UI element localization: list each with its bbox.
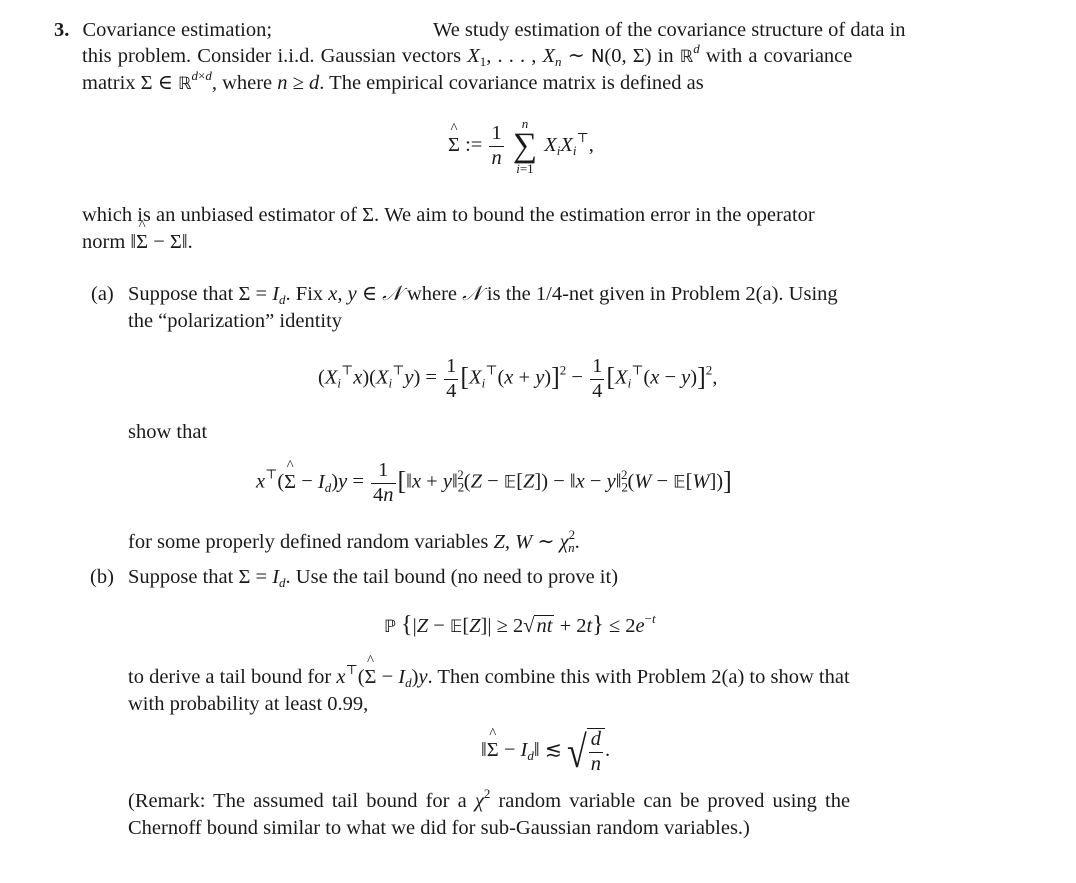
after-definition-line-2: norm ‖^ Σ − Σ‖.	[82, 232, 193, 253]
part-a-label: (a)	[91, 283, 114, 305]
part-a-show-that: show that	[128, 421, 208, 443]
after-definition-line-1: which is an unbiased estimator of Σ. We aim to bound the estimation error in the operator	[82, 204, 815, 226]
operator-norm-bound-equation: ‖^ $\Sigma - I_d‖$ ≲ √ $\frac{d}{n}$ .	[481, 728, 610, 775]
problem-title: Covariance estimation;	[82, 19, 273, 41]
problem-heading	[54, 20, 272, 41]
intro-line-3: matrix Σ ∈ ℝ$^{d\times d}$, where n ≥ d. The empirical covariance matrix is defined as	[82, 68, 704, 94]
part-b-line-1: Suppose that $\Sigma = I_d$. Use the tail bound (no need to prove it)	[128, 566, 619, 590]
remark-line-2: Chernoff bound similar to what we did for sub-Gaussian random variables.)	[128, 817, 750, 839]
empirical-covariance-equation: ^ Σ := $\frac{1}{n}$ n ∑ i=1 $X_iX_i^⊤$,	[448, 117, 594, 175]
part-a-line-2: the “polarization” identity	[128, 310, 343, 332]
part-b-label: (b)	[90, 566, 114, 588]
polarization-identity-equation: $(X_i^⊤x)(X_i^⊤y)$ = $\frac{1}{4}$ $[X_i^⊤(x + y)]^2$ − $\frac{1}{4}$ $[X_i^⊤(x - y)]^2$,	[318, 355, 718, 402]
part-b-line-2: to derive a tail bound for x⊤(^ $\Sigma - I_d)y$. Then combine this with Problem 2(a) to show that	[128, 667, 850, 688]
part-a-for-some: for some properly defined random variables Z, W ∼ $\chi^2_n$.	[128, 527, 580, 555]
part-b-line-3: with probability at least 0.99,	[128, 693, 369, 715]
part-a-line-1: Suppose that $\Sigma = I_d$. Fix x, y ∈ 𝒩 where 𝒩 is the 1/4-net given in Problem 2(a). Using	[128, 283, 838, 307]
intro-lead: We study estimation of the covariance structure of data in	[433, 19, 906, 41]
remark-line-1: (Remark: The assumed tail bound for a $\chi^2$ random variable can be proved using the	[128, 786, 851, 812]
problem-number: 3.	[54, 19, 70, 41]
bilinear-form-equation: x⊤(^ $\Sigma - I_d)y$ = $\frac{1}{4n}$ [‖x + $y‖_2^2(Z$ − 𝔼[Z]) − ‖x − $y‖_2^2(W$ − 𝔼[W])]	[256, 460, 732, 506]
tail-bound-equation: ℙ {|Z − 𝔼[Z]| ≥ $2√nt + 2t\} \le 2e^{-t}$	[384, 611, 656, 638]
intro-line-2: this problem. Consider i.i.d. Gaussian vectors $X_1$, . . . , $X_n$ ∼ N(0, Σ) in ℝ$^d$ with a covariance	[82, 41, 853, 69]
